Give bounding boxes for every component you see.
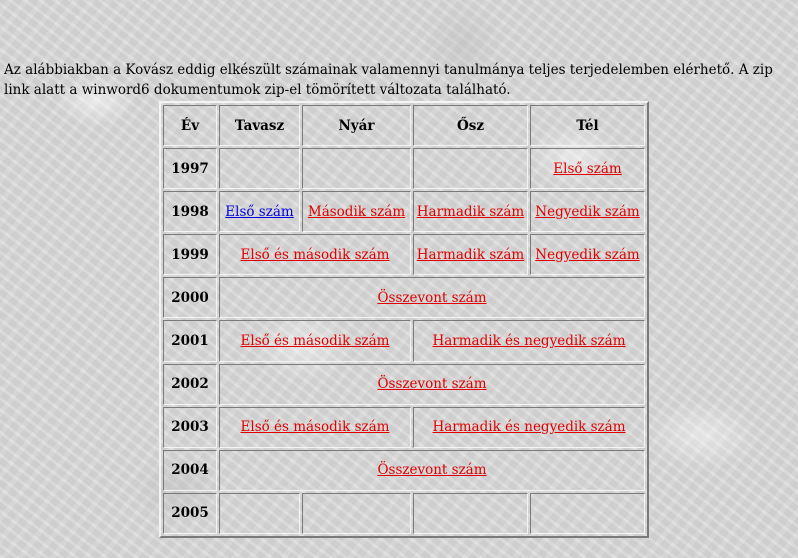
issue-cell [219, 234, 411, 275]
empty-cell [530, 493, 645, 534]
issue-cell [530, 191, 645, 232]
table-row [163, 450, 645, 491]
year-cell: 1999 [163, 234, 217, 275]
issue-cell [413, 234, 528, 275]
table-row [163, 320, 645, 361]
year-cell: 2002 [163, 364, 217, 405]
header-tel: Tél [530, 105, 645, 146]
table-row [163, 407, 645, 448]
issue-cell [219, 191, 300, 232]
year-cell: 2001 [163, 320, 217, 361]
issue-link-1998-tavasz[interactable]: Első szám [225, 203, 294, 220]
issue-cell [413, 407, 645, 448]
issue-cell [530, 148, 645, 189]
year-cell: 1998 [163, 191, 217, 232]
empty-cell [302, 493, 411, 534]
year-cell: 2003 [163, 407, 217, 448]
issues-table [159, 101, 649, 538]
empty-cell [219, 148, 300, 189]
table-row [163, 364, 645, 405]
issue-link-1999-osz[interactable]: Harmadik szám [416, 246, 525, 263]
issue-link-2001-tavasz-nyar[interactable]: Első és második szám [240, 333, 390, 350]
issue-link-2003-osz-tel[interactable]: Harmadik és negyedik szám [432, 419, 626, 436]
issues-table-container [159, 101, 647, 538]
issue-link-1998-nyar[interactable]: Második szám [307, 203, 406, 220]
issue-cell [219, 450, 645, 491]
issue-link-2004-osszevont[interactable]: Összevont szám [377, 462, 487, 479]
table-row [163, 493, 645, 534]
issue-cell [530, 234, 645, 275]
issue-cell [302, 191, 411, 232]
header-year: Év [163, 105, 217, 146]
issue-link-2000-osszevont[interactable]: Összevont szám [377, 289, 487, 306]
issue-link-1998-tel[interactable]: Negyedik szám [535, 203, 640, 220]
issue-cell [219, 407, 411, 448]
header-osz: Ősz [413, 105, 528, 146]
issue-link-2002-osszevont[interactable]: Összevont szám [377, 376, 487, 393]
issue-cell [219, 277, 645, 318]
intro-paragraph: Az alábbiakban a Kovász eddig elkészült számainak valamennyi tanulmánya teljes terjedelemben elérhető. A zip link alatt a winword6 dokumentumok zip-el tömörített változata található. [4, 61, 773, 98]
year-cell: 2000 [163, 277, 217, 318]
year-cell: 2004 [163, 450, 217, 491]
issue-cell [219, 364, 645, 405]
issue-link-1998-osz[interactable]: Harmadik szám [416, 203, 525, 220]
issue-link-2003-tavasz-nyar[interactable]: Első és második szám [240, 419, 390, 436]
empty-cell [302, 148, 411, 189]
table-row [163, 277, 645, 318]
header-nyar: Nyár [302, 105, 411, 146]
table-row [163, 148, 645, 189]
issue-link-1997-tel[interactable]: Első szám [553, 160, 622, 177]
table-row [163, 234, 645, 275]
table-header-row [163, 105, 645, 146]
empty-cell [413, 148, 528, 189]
issue-link-1999-tavasz-nyar[interactable]: Első és második szám [240, 246, 390, 263]
empty-cell [219, 493, 300, 534]
year-cell: 1997 [163, 148, 217, 189]
year-cell: 2005 [163, 493, 217, 534]
issue-cell [219, 320, 411, 361]
table-row [163, 191, 645, 232]
issue-cell [413, 191, 528, 232]
issue-link-1999-tel[interactable]: Negyedik szám [535, 246, 640, 263]
header-tavasz: Tavasz [219, 105, 300, 146]
issue-link-2001-osz-tel[interactable]: Harmadik és negyedik szám [432, 333, 626, 350]
empty-cell [413, 493, 528, 534]
issue-cell [413, 320, 645, 361]
